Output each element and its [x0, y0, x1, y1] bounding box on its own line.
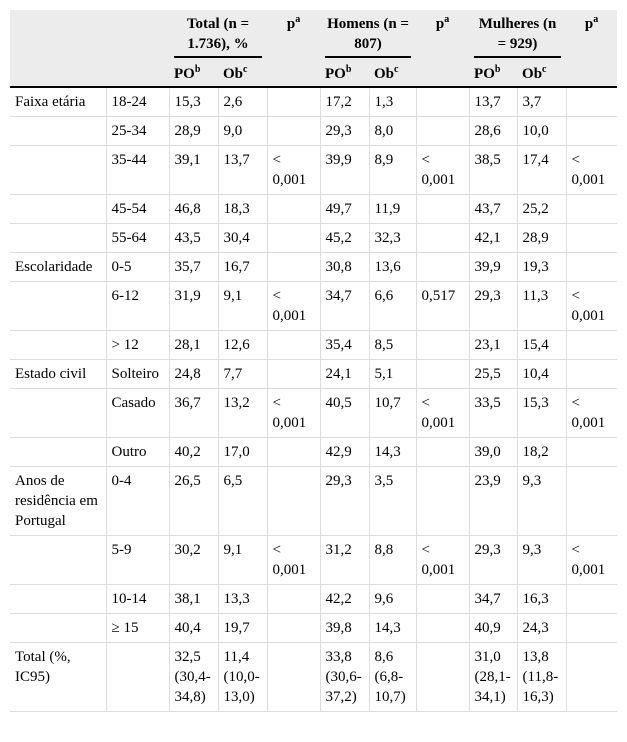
total-ob-cell: 6,5 [218, 467, 267, 536]
homens-p-cell [416, 195, 469, 224]
header-po: $PO^b$ [469, 60, 517, 87]
mulheres-p-cell: < 0,001 [566, 146, 617, 195]
mulheres-p-cell: < 0,001 [566, 389, 617, 438]
total-po-cell: 28,9 [169, 117, 218, 146]
header-empty-cell [106, 10, 169, 60]
total-ob-cell: 12,6 [218, 331, 267, 360]
total-po-cell: 40,4 [169, 614, 218, 643]
total-p-cell [267, 253, 320, 282]
mulheres-ob-cell: 25,2 [517, 195, 566, 224]
table-body [10, 87, 617, 712]
table-row [10, 87, 617, 117]
total-ob-cell: 30,4 [218, 224, 267, 253]
row-subcategory: 55-64 [106, 224, 169, 253]
table-row [10, 585, 617, 614]
homens-ob-cell: 14,3 [369, 438, 416, 467]
homens-ob-cell: 8,6 (6,8-10,7) [369, 643, 416, 712]
total-p-cell [267, 331, 320, 360]
homens-ob-cell: 9,6 [369, 585, 416, 614]
row-subcategory: Casado [106, 389, 169, 438]
table-row [10, 195, 617, 224]
header-p-total: $p^a$ [267, 10, 320, 60]
data-table [10, 10, 617, 712]
row-category [10, 614, 106, 643]
mulheres-ob-cell: 10,4 [517, 360, 566, 389]
homens-p-cell [416, 331, 469, 360]
mulheres-po-cell: 34,7 [469, 585, 517, 614]
header-empty-cell [267, 60, 320, 87]
homens-po-cell: 45,2 [320, 224, 369, 253]
header-ob: Ob$^c$ [369, 60, 416, 87]
total-p-cell [267, 467, 320, 536]
mulheres-ob-cell: 9,3 [517, 536, 566, 585]
mulheres-p-cell [566, 331, 617, 360]
row-category [10, 224, 106, 253]
header-empty-cell [10, 60, 106, 87]
mulheres-po-cell: 28,6 [469, 117, 517, 146]
mulheres-po-cell: 23,1 [469, 331, 517, 360]
row-subcategory: 0-5 [106, 253, 169, 282]
homens-ob-cell: 8,5 [369, 331, 416, 360]
table-row [10, 282, 617, 331]
mulheres-ob-cell: 3,7 [517, 87, 566, 117]
total-po-cell: 30,2 [169, 536, 218, 585]
row-subcategory: > 12 [106, 331, 169, 360]
homens-p-cell [416, 87, 469, 117]
mulheres-po-cell: 42,1 [469, 224, 517, 253]
row-subcategory: 25-34 [106, 117, 169, 146]
row-category: Faixa etária [10, 87, 106, 117]
mulheres-p-cell: < 0,001 [566, 536, 617, 585]
header-p-mulheres: $p^a$ [566, 10, 617, 60]
homens-po-cell: 33,8 (30,6-37,2) [320, 643, 369, 712]
mulheres-po-cell: 33,5 [469, 389, 517, 438]
header-po: $PO^b$ [169, 60, 218, 87]
total-ob-cell: 13,7 [218, 146, 267, 195]
mulheres-ob-cell: 19,3 [517, 253, 566, 282]
header-p-homens: $p^a$ [416, 10, 469, 60]
mulheres-po-cell: 38,5 [469, 146, 517, 195]
row-subcategory: 6-12 [106, 282, 169, 331]
header-ob: Ob$^c$ [218, 60, 267, 87]
total-ob-cell: 9,1 [218, 536, 267, 585]
homens-po-cell: 39,9 [320, 146, 369, 195]
total-p-cell [267, 117, 320, 146]
total-ob-cell: 2,6 [218, 87, 267, 117]
row-category [10, 146, 106, 195]
mulheres-p-cell: < 0,001 [566, 282, 617, 331]
homens-p-cell [416, 438, 469, 467]
mulheres-ob-cell: 10,0 [517, 117, 566, 146]
total-po-cell: 24,8 [169, 360, 218, 389]
total-p-cell: < 0,001 [267, 146, 320, 195]
homens-po-cell: 34,7 [320, 282, 369, 331]
homens-po-cell: 49,7 [320, 195, 369, 224]
header-ob: Ob$^c$ [517, 60, 566, 87]
row-subcategory: ≥ 15 [106, 614, 169, 643]
homens-po-cell: 42,9 [320, 438, 369, 467]
mulheres-po-cell: 13,7 [469, 87, 517, 117]
table-row [10, 614, 617, 643]
table-row [10, 467, 617, 536]
mulheres-ob-cell: 9,3 [517, 467, 566, 536]
homens-ob-cell: 5,1 [369, 360, 416, 389]
total-p-cell: < 0,001 [267, 536, 320, 585]
homens-p-cell: < 0,001 [416, 389, 469, 438]
row-category: Escolaridade [10, 253, 106, 282]
total-ob-cell: 13,2 [218, 389, 267, 438]
row-category: Estado civil [10, 360, 106, 389]
mulheres-p-cell [566, 438, 617, 467]
homens-po-cell: 42,2 [320, 585, 369, 614]
total-ob-cell: 11,4 (10,0-13,0) [218, 643, 267, 712]
homens-po-cell: 39,8 [320, 614, 369, 643]
homens-ob-cell: 8,8 [369, 536, 416, 585]
mulheres-ob-cell: 18,2 [517, 438, 566, 467]
homens-ob-cell: 32,3 [369, 224, 416, 253]
row-category [10, 389, 106, 438]
total-p-cell [267, 614, 320, 643]
homens-p-cell [416, 585, 469, 614]
homens-ob-cell: 8,9 [369, 146, 416, 195]
header-empty-cell [106, 60, 169, 87]
header-total: Total (n = 1.736), % [169, 10, 267, 60]
mulheres-p-cell [566, 117, 617, 146]
homens-po-cell: 24,1 [320, 360, 369, 389]
table-row [10, 331, 617, 360]
mulheres-ob-cell: 17,4 [517, 146, 566, 195]
mulheres-p-cell [566, 253, 617, 282]
row-category [10, 438, 106, 467]
total-po-cell: 36,7 [169, 389, 218, 438]
homens-p-cell [416, 467, 469, 536]
row-subcategory: Outro [106, 438, 169, 467]
total-p-cell [267, 195, 320, 224]
homens-ob-cell: 8,0 [369, 117, 416, 146]
homens-po-cell: 40,5 [320, 389, 369, 438]
row-category [10, 536, 106, 585]
row-category [10, 117, 106, 146]
total-po-cell: 32,5 (30,4-34,8) [169, 643, 218, 712]
total-ob-cell: 9,1 [218, 282, 267, 331]
homens-ob-cell: 11,9 [369, 195, 416, 224]
header-row-columns [10, 60, 617, 87]
row-subcategory: 45-54 [106, 195, 169, 224]
mulheres-p-cell [566, 585, 617, 614]
homens-p-cell [416, 614, 469, 643]
mulheres-po-cell: 25,5 [469, 360, 517, 389]
table-row [10, 360, 617, 389]
homens-po-cell: 29,3 [320, 117, 369, 146]
homens-ob-cell: 14,3 [369, 614, 416, 643]
total-p-cell: < 0,001 [267, 389, 320, 438]
homens-p-cell [416, 360, 469, 389]
row-subcategory: 10-14 [106, 585, 169, 614]
homens-p-cell: < 0,001 [416, 146, 469, 195]
total-ob-cell: 19,7 [218, 614, 267, 643]
total-ob-cell: 16,7 [218, 253, 267, 282]
mulheres-ob-cell: 11,3 [517, 282, 566, 331]
homens-p-cell: 0,517 [416, 282, 469, 331]
row-category: Anos de residência em Portugal [10, 467, 106, 536]
mulheres-po-cell: 39,0 [469, 438, 517, 467]
mulheres-ob-cell: 15,3 [517, 389, 566, 438]
total-ob-cell: 17,0 [218, 438, 267, 467]
mulheres-p-cell [566, 195, 617, 224]
total-po-cell: 38,1 [169, 585, 218, 614]
mulheres-po-cell: 39,9 [469, 253, 517, 282]
table-row [10, 146, 617, 195]
total-po-cell: 46,8 [169, 195, 218, 224]
total-po-cell: 31,9 [169, 282, 218, 331]
total-po-cell: 39,1 [169, 146, 218, 195]
header-po: $PO^b$ [320, 60, 369, 87]
total-ob-cell: 9,0 [218, 117, 267, 146]
row-subcategory: 5-9 [106, 536, 169, 585]
mulheres-po-cell: 31,0 (28,1-34,1) [469, 643, 517, 712]
mulheres-p-cell [566, 360, 617, 389]
homens-po-cell: 30,8 [320, 253, 369, 282]
row-category: Total (%, IC95) [10, 643, 106, 712]
mulheres-ob-cell: 28,9 [517, 224, 566, 253]
table-row [10, 438, 617, 467]
total-po-cell: 15,3 [169, 87, 218, 117]
row-subcategory [106, 643, 169, 712]
mulheres-po-cell: 43,7 [469, 195, 517, 224]
homens-ob-cell: 10,7 [369, 389, 416, 438]
homens-p-cell [416, 643, 469, 712]
total-po-cell: 43,5 [169, 224, 218, 253]
homens-p-cell [416, 224, 469, 253]
table-row [10, 224, 617, 253]
mulheres-p-cell [566, 614, 617, 643]
mulheres-p-cell [566, 87, 617, 117]
homens-p-cell [416, 253, 469, 282]
homens-ob-cell: 3,5 [369, 467, 416, 536]
total-p-cell [267, 585, 320, 614]
total-po-cell: 26,5 [169, 467, 218, 536]
total-ob-cell: 18,3 [218, 195, 267, 224]
total-p-cell [267, 87, 320, 117]
header-mulheres: Mulheres (n = 929) [469, 10, 566, 60]
total-p-cell [267, 224, 320, 253]
homens-po-cell: 31,2 [320, 536, 369, 585]
table-row [10, 117, 617, 146]
homens-ob-cell: 13,6 [369, 253, 416, 282]
total-ob-cell: 7,7 [218, 360, 267, 389]
homens-ob-cell: 1,3 [369, 87, 416, 117]
row-category [10, 282, 106, 331]
mulheres-ob-cell: 16,3 [517, 585, 566, 614]
total-p-cell [267, 643, 320, 712]
row-subcategory: Solteiro [106, 360, 169, 389]
row-category [10, 195, 106, 224]
table-row [10, 536, 617, 585]
total-po-cell: 28,1 [169, 331, 218, 360]
row-category [10, 331, 106, 360]
row-subcategory: 18-24 [106, 87, 169, 117]
mulheres-po-cell: 29,3 [469, 282, 517, 331]
mulheres-p-cell [566, 467, 617, 536]
homens-p-cell: < 0,001 [416, 536, 469, 585]
table-row [10, 643, 617, 712]
mulheres-ob-cell: 24,3 [517, 614, 566, 643]
header-row-groups [10, 10, 617, 60]
mulheres-p-cell [566, 224, 617, 253]
homens-p-cell [416, 117, 469, 146]
mulheres-po-cell: 29,3 [469, 536, 517, 585]
total-p-cell [267, 438, 320, 467]
total-p-cell [267, 360, 320, 389]
header-empty-cell [416, 60, 469, 87]
header-empty-cell [566, 60, 617, 87]
table-row [10, 253, 617, 282]
mulheres-ob-cell: 15,4 [517, 331, 566, 360]
mulheres-ob-cell: 13,8 (11,8-16,3) [517, 643, 566, 712]
mulheres-p-cell [566, 643, 617, 712]
total-p-cell: < 0,001 [267, 282, 320, 331]
homens-po-cell: 17,2 [320, 87, 369, 117]
header-homens: Homens (n = 807) [320, 10, 416, 60]
row-subcategory: 0-4 [106, 467, 169, 536]
total-po-cell: 35,7 [169, 253, 218, 282]
homens-po-cell: 35,4 [320, 331, 369, 360]
homens-ob-cell: 6,6 [369, 282, 416, 331]
header-empty-cell [10, 10, 106, 60]
total-po-cell: 40,2 [169, 438, 218, 467]
row-category [10, 585, 106, 614]
total-ob-cell: 13,3 [218, 585, 267, 614]
mulheres-po-cell: 40,9 [469, 614, 517, 643]
mulheres-po-cell: 23,9 [469, 467, 517, 536]
table-row [10, 389, 617, 438]
row-subcategory: 35-44 [106, 146, 169, 195]
homens-po-cell: 29,3 [320, 467, 369, 536]
